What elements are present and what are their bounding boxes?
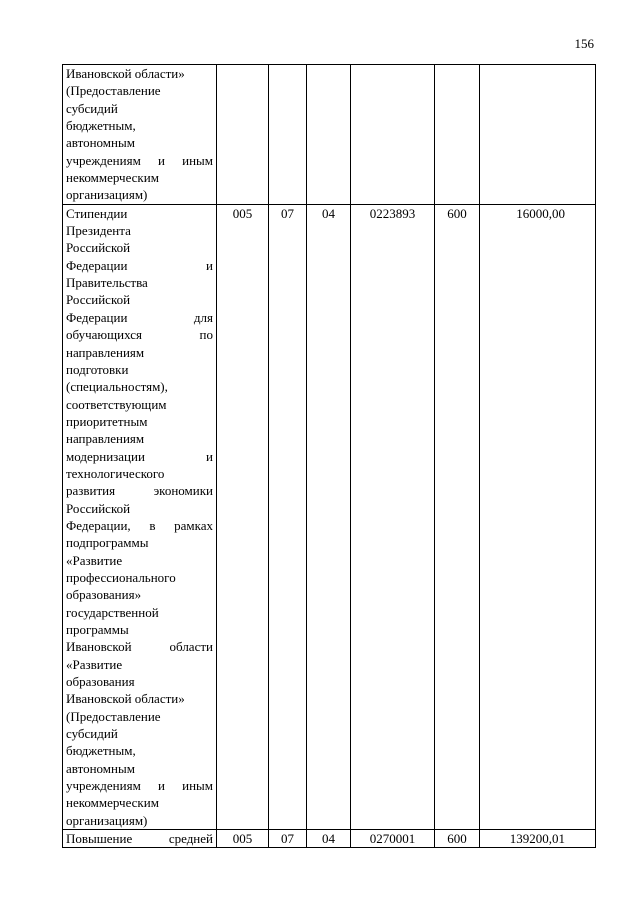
target-article-cell: 0270001 bbox=[351, 830, 435, 848]
name-line: образования» bbox=[66, 587, 142, 603]
name-line: «Развитие bbox=[66, 656, 123, 672]
section-code-cell: 07 bbox=[269, 204, 307, 829]
expense-type-cell: 600 bbox=[435, 204, 480, 829]
name-line: Ивановской области» bbox=[66, 691, 185, 707]
name-line: обучающихся по bbox=[66, 327, 213, 343]
page-number: 156 bbox=[574, 36, 594, 51]
name-line: субсидий bbox=[66, 726, 118, 742]
name-line: учреждениям и иным bbox=[66, 778, 213, 794]
name-line: государственной bbox=[66, 604, 159, 620]
row-name-cell bbox=[63, 65, 217, 205]
target-article-cell bbox=[351, 65, 435, 205]
name-line: приоритетным bbox=[66, 413, 148, 429]
name-line: бюджетным, bbox=[66, 118, 136, 134]
table-row bbox=[63, 830, 596, 848]
name-line: Российской bbox=[66, 292, 131, 308]
name-line: профессионального bbox=[66, 569, 176, 585]
target-article-cell: 0223893 bbox=[351, 204, 435, 829]
name-line: Российской bbox=[66, 500, 131, 516]
name-line: (Предоставление bbox=[66, 83, 161, 99]
admin-code-cell bbox=[217, 65, 269, 205]
subsection-code-cell bbox=[307, 65, 351, 205]
name-line: организациям) bbox=[66, 187, 148, 203]
name-line: Федерации, в рамках bbox=[66, 517, 213, 533]
name-line: технологического bbox=[66, 465, 165, 481]
name-line: развития экономики bbox=[66, 483, 213, 499]
name-line: организациям) bbox=[66, 812, 148, 828]
name-line: Ивановской области bbox=[66, 639, 213, 655]
admin-code-cell: 005 bbox=[217, 830, 269, 848]
budget-table bbox=[62, 64, 596, 848]
name-line: модернизации и bbox=[66, 448, 213, 464]
table-row bbox=[63, 204, 596, 829]
name-line: (Предоставление bbox=[66, 708, 161, 724]
row-name-cell bbox=[63, 204, 217, 829]
name-line: Российской bbox=[66, 240, 131, 256]
name-line: Президента bbox=[66, 223, 131, 239]
name-line: Ивановской области» bbox=[66, 66, 185, 81]
name-line: некоммерческим bbox=[66, 170, 159, 186]
name-line: бюджетным, bbox=[66, 743, 136, 759]
amount-cell: 16000,00 bbox=[480, 204, 596, 829]
name-line: направлениям bbox=[66, 344, 145, 360]
subsection-code-cell: 04 bbox=[307, 204, 351, 829]
subsection-code-cell: 04 bbox=[307, 830, 351, 848]
expense-type-cell bbox=[435, 65, 480, 205]
amount-cell: 139200,01 bbox=[480, 830, 596, 848]
table-row bbox=[63, 65, 596, 205]
name-line: Повышение средней bbox=[66, 831, 213, 847]
section-code-cell bbox=[269, 65, 307, 205]
row-name-cell bbox=[63, 830, 217, 848]
name-line: Федерации для bbox=[66, 309, 213, 325]
name-line: субсидий bbox=[66, 100, 118, 116]
amount-cell bbox=[480, 65, 596, 205]
name-line: «Развитие bbox=[66, 552, 123, 568]
expense-type-cell: 600 bbox=[435, 830, 480, 848]
name-line: Федерации и bbox=[66, 257, 213, 273]
name-line: некоммерческим bbox=[66, 795, 159, 811]
name-line: подготовки bbox=[66, 361, 129, 377]
name-line: Правительства bbox=[66, 275, 148, 291]
admin-code-cell: 005 bbox=[217, 204, 269, 829]
name-line: Стипендии bbox=[66, 205, 128, 221]
name-line: подпрограммы bbox=[66, 535, 149, 551]
name-line: (специальностям), bbox=[66, 379, 168, 395]
section-code-cell: 07 bbox=[269, 830, 307, 848]
name-line: образования bbox=[66, 674, 135, 690]
name-line: направлениям bbox=[66, 431, 145, 447]
name-line: учреждениям и иным bbox=[66, 152, 213, 168]
name-line: программы bbox=[66, 622, 129, 637]
name-line: соответствующим bbox=[66, 396, 167, 412]
name-line: автономным bbox=[66, 760, 135, 776]
name-line: автономным bbox=[66, 135, 135, 151]
